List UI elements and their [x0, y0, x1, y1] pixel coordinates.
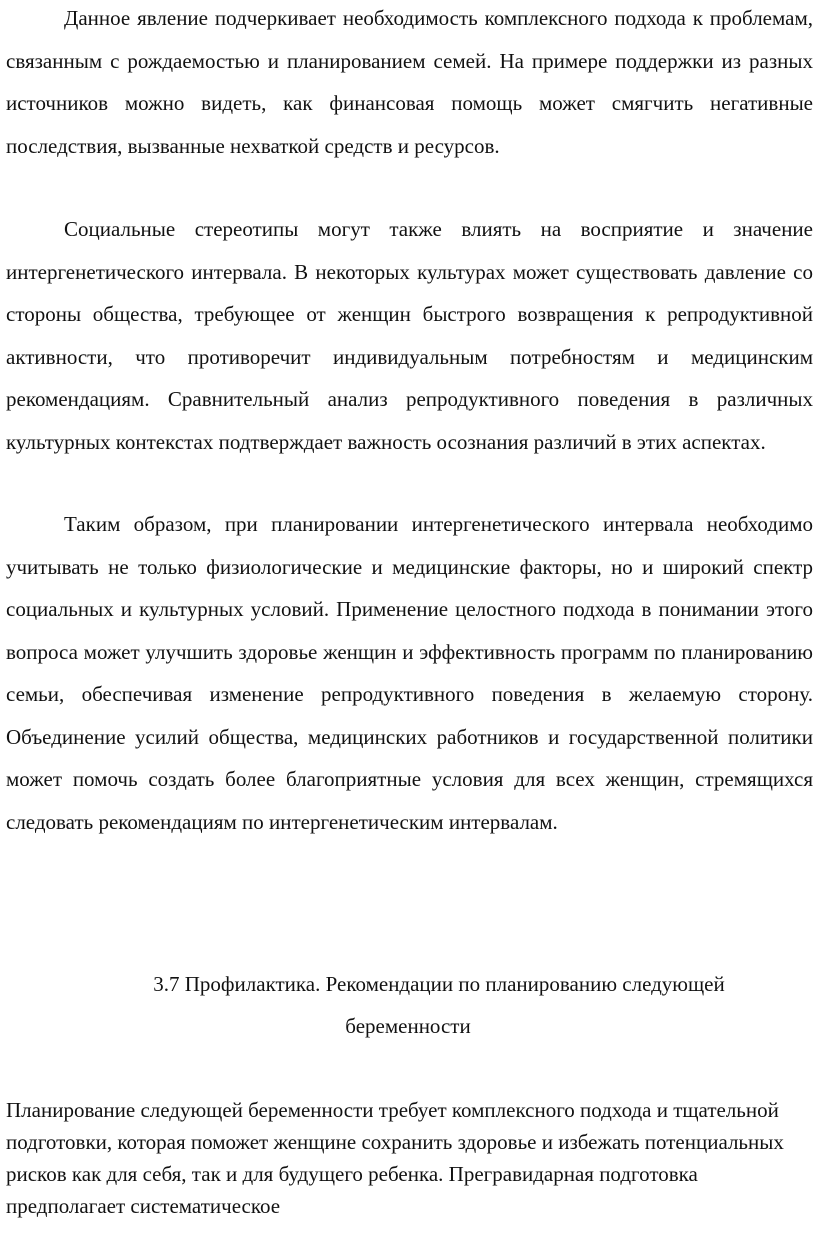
paragraph-financial-support: Данное явление подчеркивает необходимость комплексного подхода к проблемам, связанным с рождаемостью и планированием семей. На примере поддержки из разных источников можно видеть, как финансовая помощь может смягчить негативные последствия, вызванные нехваткой средств и ресурсов.	[6, 6, 813, 158]
paragraph-conclusion: Таким образом, при планировании интергенетического интервала необходимо учитывать не только физиологические и медицинские факторы, но и широкий спектр социальных и культурных условий. Применение целостного подхода в понимании этого вопроса может улучшить здоровье женщин и эффективность программ по планированию семьи, обеспечивая изменение репродуктивного поведения в желаемую сторону. Объединение усилий общества, медицинских работников и государственной политики может помочь создать более благоприятные условия для всех женщин, стремящихся следовать рекомендациям по интергенетическим интервалам.	[6, 512, 813, 834]
section-heading-line1: 3.7 Профилактика. Рекомендации по планированию следующей	[153, 972, 725, 996]
paragraph-pregnancy-planning: Планирование следующей беременности требует комплексного подхода и тщательной подготовки, которая поможет женщине сохранить здоровье и избежать потенциальных рисков как для себя, так и для будущего ребенка. Прегравидарная подготовка предполагает систематическое	[6, 1098, 784, 1218]
section-heading-line2: беременности	[345, 1014, 471, 1038]
section-heading	[0, 963, 816, 1047]
paragraph-social-stereotypes: Социальные стереотипы могут также влиять на восприятие и значение интергенетического интервала. В некоторых культурах может существовать давление со стороны общества, требующее от женщин быстрого возвращения к репродуктивной активности, что противоречит индивидуальным потребностям и медицинским рекомендациям. Сравнительный анализ репродуктивного поведения в различных культурных контекстах подтверждает важность осознания различий в этих аспектах.	[6, 217, 813, 454]
